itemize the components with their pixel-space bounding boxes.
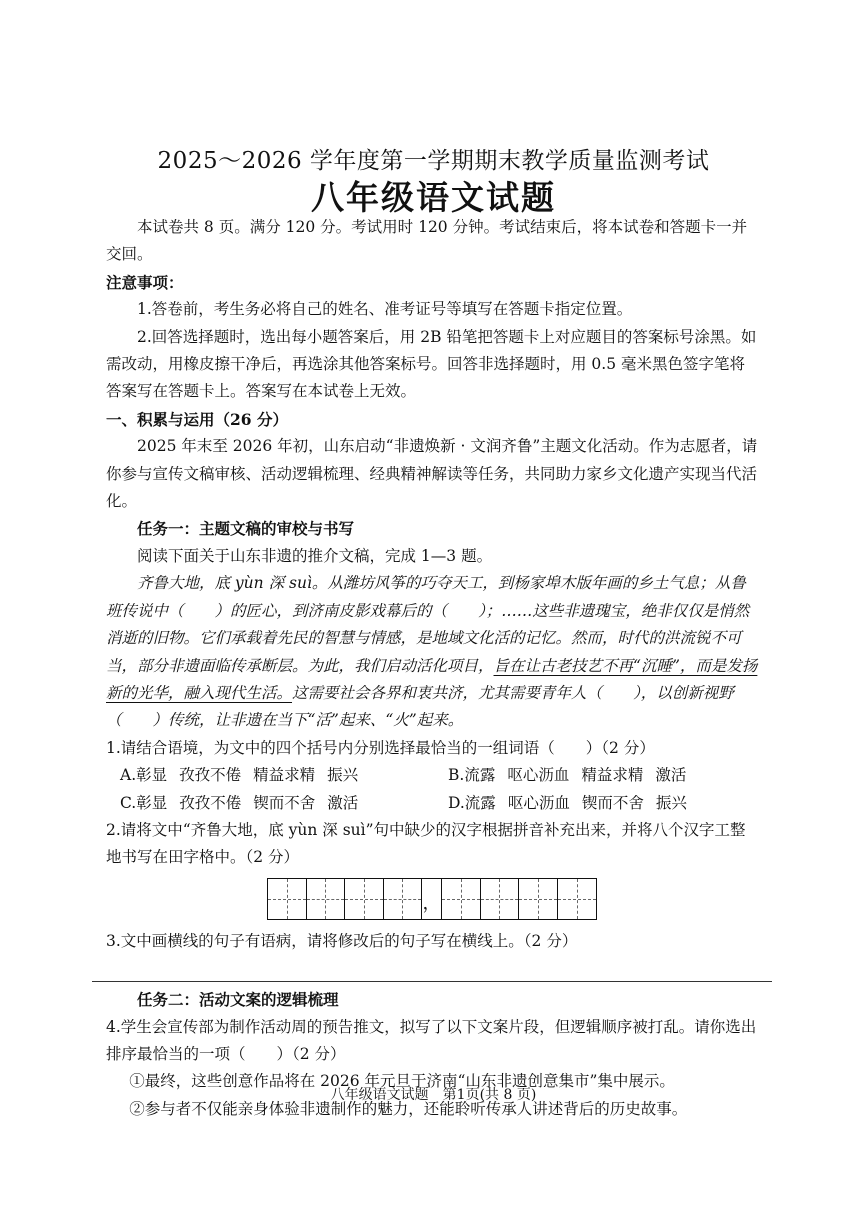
option-word: 孜孜不倦	[179, 793, 242, 812]
option-word: 呕心沥血	[507, 766, 570, 785]
tianzige-cell[interactable]	[519, 879, 558, 919]
reading-passage	[106, 570, 758, 734]
tianzige-cell[interactable]	[345, 879, 384, 919]
tianzige-cell[interactable]	[558, 879, 597, 919]
task-instruction: 阅读下面关于山东非遗的推介文稿，完成 1—3 题。	[137, 546, 493, 565]
option-a	[120, 762, 448, 789]
option-word: 孜孜不倦	[179, 766, 242, 785]
option-c	[120, 790, 448, 817]
tianzige-cell[interactable]	[268, 879, 307, 919]
exam-body	[106, 214, 758, 1123]
exam-subtitle: 八年级语文试题	[311, 178, 556, 217]
underlined-sentence: 旨在让古老技艺不再“沉睡”，而是发扬新的光华，融入现代生活。	[106, 656, 758, 702]
question-2-stem: 2.请将文中“齐鲁大地，底 yùn 深 suì”句中缺少的汉字根据拼音补充出来，并将八个汉字工整地书写在田字格中。（2 分）	[106, 820, 746, 867]
section-heading: 一、积累与运用（26 分）	[106, 409, 288, 429]
option-d	[448, 790, 768, 817]
question-3-stem: 3.文中画横线的句子有语病，请将修改后的句子写在横线上。（2 分）	[106, 931, 578, 950]
question-4-stem: 4.学生会宣传部为制作活动周的预告推文，拟写了以下文案片段，但逻辑顺序被打乱。请你选出排序最恰当的一项（ ）（2 分）	[106, 1017, 757, 1063]
option-word: C.彰显	[120, 793, 168, 812]
option-word: 激活	[655, 766, 687, 785]
answer-line[interactable]	[92, 955, 772, 982]
notice-item: 2.回答选择题时，选出每小题答案后，用 2B 铅笔把答题卡上对应题目的答案标号涂黑。如需改动，用橡皮擦干净后，再选涂其他答案标号。回答非选择题时，用 0.5 毫米黑色签字笔将答案写在答题卡上。答案写在本试卷上无效。	[106, 327, 757, 401]
option-word: 呕心沥血	[507, 793, 570, 812]
comma-cell: ，	[422, 879, 442, 919]
tianzige-cell[interactable]	[307, 879, 346, 919]
option-word: 激活	[327, 793, 359, 812]
tianzige-cell[interactable]	[384, 879, 423, 919]
option-word: 锲而不舍	[253, 793, 316, 812]
tianzige-cell[interactable]	[442, 879, 481, 919]
question-1-stem: 1.请结合语境，为文中的四个括号内分别选择最恰当的一组词语（ ）（2 分）	[106, 738, 655, 757]
option-word: D.流露	[448, 793, 496, 812]
notice-item: 1.答卷前，考生务必将自己的姓名、准考证号等填写在答题卡指定位置。	[137, 300, 633, 319]
option-word: 振兴	[655, 793, 687, 812]
page-footer: 八年级语文试题 第1页(共 8 页)	[330, 1087, 537, 1103]
notice-heading: 注意事项：	[106, 272, 184, 292]
list-item: ②参与者不仅能亲身体验非遗制作的魅力，还能聆听传承人讲述背后的历史故事。	[129, 1099, 688, 1118]
task-heading: 任务一：主题文稿的审校与书写	[137, 519, 355, 539]
option-word: 锲而不舍	[581, 793, 644, 812]
exam-title: 2025～2026 学年度第一学期期末教学质量监测考试	[157, 148, 710, 174]
option-word: 精益求精	[581, 766, 644, 785]
tianzige-cell[interactable]	[481, 879, 520, 919]
option-word: 精益求精	[253, 766, 316, 785]
option-b	[448, 762, 768, 789]
task-heading: 任务二：活动文案的逻辑梳理	[137, 990, 339, 1010]
tianzige-wrap	[106, 878, 758, 920]
intro-text: 本试卷共 8 页。满分 120 分。考试用时 120 分钟。考试结束后，将本试卷和答题卡一并交回。	[106, 218, 748, 264]
passage-text: 齐鲁大地，底 yùn 深 suì。从潍坊风筝的巧夺天工，到杨家埠木版年画的乡土气息；从鲁班传说中（ ）的匠心，到济南皮影戏幕后的（ ）；……这些非遗瑰宝，绝非仅仅是悄然消逝的旧物。它们承载着先民的智慧与情感，是地域文化活的记忆。然而，时代的洪流锐不可当，部分非遗面临传承断层。为此，我们启动活化项目，	[106, 574, 750, 675]
section-intro: 2025 年末至 2026 年初，山东启动“非遗焕新 · 文润齐鲁”主题文化活动。作为志愿者，请你参与宣传文稿审核、活动逻辑梳理、经典精神解读等任务，共同助力家乡文化遗产实现当代活化。	[106, 437, 758, 511]
option-word: A.彰显	[120, 766, 168, 785]
option-word: B.流露	[448, 766, 496, 785]
tianzige-grid	[267, 878, 597, 920]
list-item: ①最终，这些创意作品将在 2026 年元旦于济南“山东非遗创意集市”集中展示。	[129, 1072, 675, 1091]
option-word: 振兴	[327, 766, 359, 785]
passage-text: 这需要社会各界和衷共济，尤其需要青年人（ ），以创新视野（ ）传统，让非遗在当下“活”起来、“火”起来。	[106, 683, 734, 730]
question-1-options	[106, 762, 758, 817]
